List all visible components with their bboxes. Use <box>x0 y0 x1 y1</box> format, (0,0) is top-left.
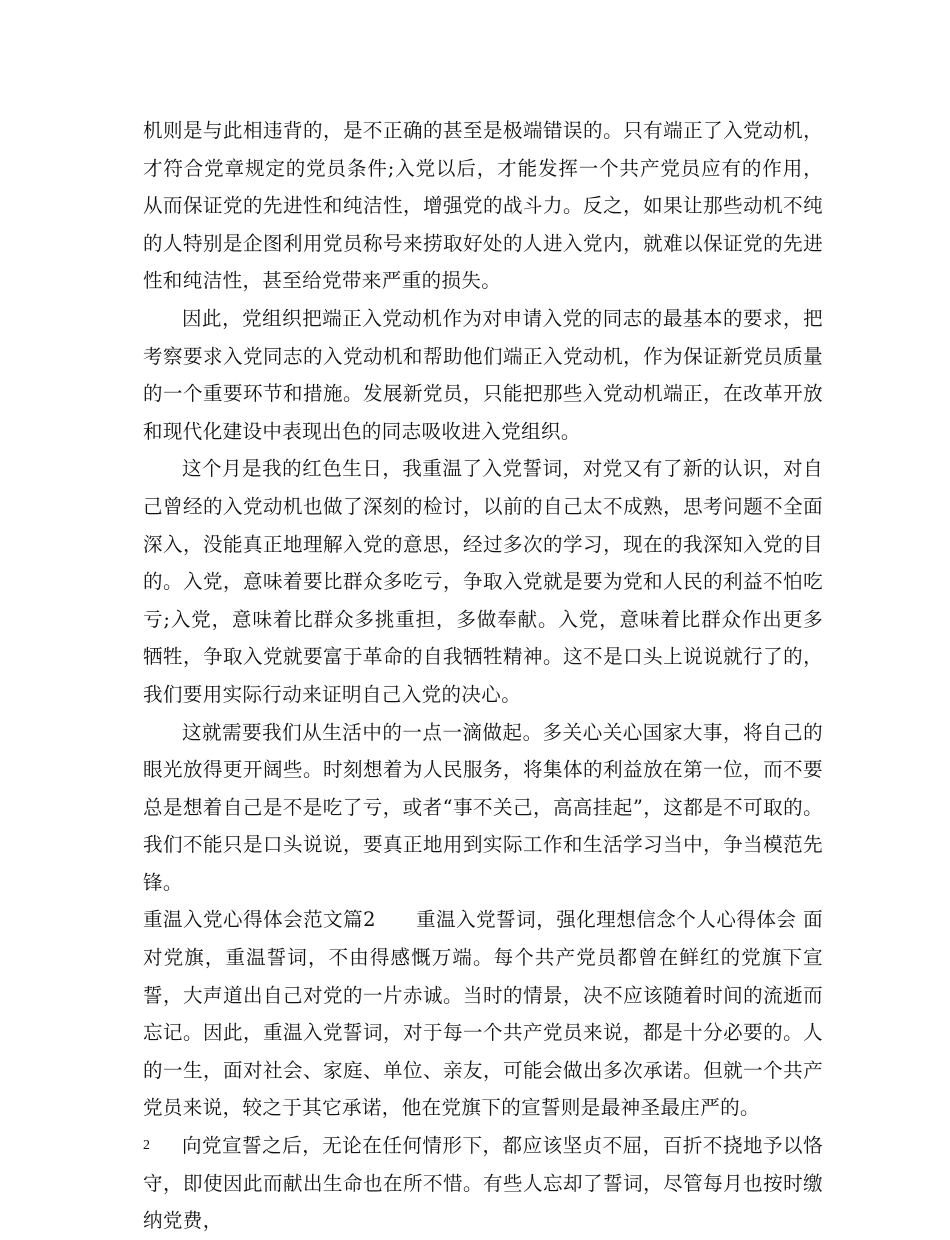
paragraph-1: 机则是与此相违背的，是不正确的甚至是极端错误的。只有端正了入党动机，才符合党章规定的党员条件;入党以后，才能发挥一个共产党员应有的作用，从而保证党的先进性和纯洁性，增强党的战斗力。反之，如果让那些动机不纯的人特别是企图利用党员称号来捞取好处的人进入党内，就难以保证党的先进性和纯洁性，甚至给党带来严重的损失。 <box>143 119 823 293</box>
document-body <box>143 112 823 1240</box>
page-number: 2 <box>143 1138 150 1153</box>
paragraph-3: 这个月是我的红色生日，我重温了入党誓词，对党又有了新的认识，对自己曾经的入党动机也做了深刻的检讨，以前的自己太不成熟，思考问题不全面深入，没能真正地理解入党的意思，经过多次的学习，现在的我深知入党的目的。入党，意味着要比群众多吃亏，争取入党就是要为党和人民的利益不怕吃亏;入党，意味着比群众多挑重担，多做奉献。入党，意味着比群众作出更多牺牲，争取入党就要富于革命的自我牺牲精神。这不是口头上说说就行了的，我们要用实际行动来证明自己入党的决心。 <box>143 457 823 706</box>
paragraph-4: 这就需要我们从生活中的一点一滴做起。多关心关心国家大事，将自己的眼光放得更开阔些。时刻想着为人民服务，将集体的利益放在第一位，而不要总是想着自己是不是吃了亏，或者“事不关己，高高挂起”，这都是不可取的。我们不能只是口头说说，要真正地用到实际工作和生活学习当中，争当模范先锋。 <box>143 720 823 894</box>
paragraph-6: 向党宣誓之后，无论在任何情形下，都应该坚贞不屈，百折不挠地予以恪守，即使因此而献出生命也在所不惜。有些人忘却了誓词，尽管每月也按时缴纳党费， <box>143 1134 823 1233</box>
paragraph-2: 因此，党组织把端正入党动机作为对申请入党的同志的最基本的要求，把考察要求入党同志的入党动机和帮助他们端正入党动机，作为保证新党员质量的一个重要环节和措施。发展新党员，只能把那些入党动机端正，在改革开放和现代化建设中表现出色的同志吸收进入党组织。 <box>143 306 823 443</box>
paragraph-5: 重温入党心得体会范文篇2 重温入党誓词，强化理想信念个人心得体会 面对党旗，重温誓词，不由得感慨万端。每个共产党员都曾在鲜红的党旗下宣誓，大声道出自己对党的一片赤诚。当时的情景，决不应该随着时间的流逝而忘记。因此，重温入党誓词，对于每一个共产党员来说，都是十分必要的。人的一生，面对社会、家庭、单位、亲友，可能会做出多次承诺。但就一个共产党员来说，较之于其它承诺，他在党旗下的宣誓则是最神圣最庄严的。 <box>143 908 823 1120</box>
